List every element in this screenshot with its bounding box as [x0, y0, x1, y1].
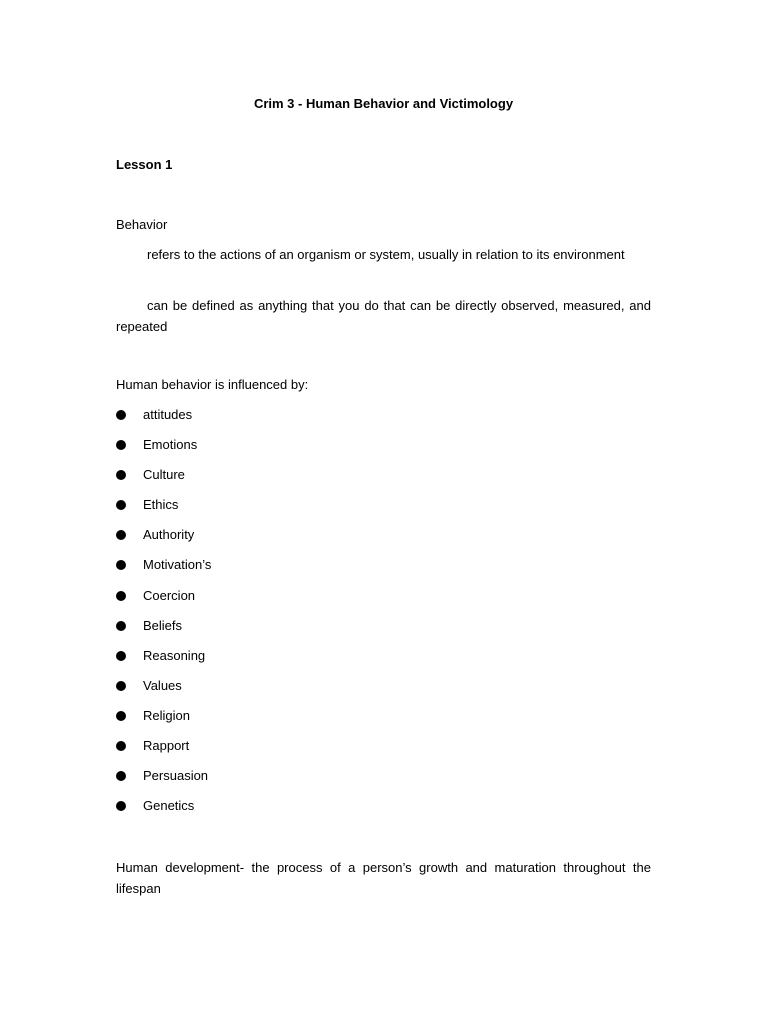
list-item-label: Religion — [143, 707, 190, 723]
behavior-definition-1: refers to the actions of an organism or system, usually in relation to its environment — [147, 247, 625, 262]
bullet-icon — [116, 470, 126, 480]
list-item-label: Culture — [143, 467, 185, 483]
bullet-icon — [116, 681, 126, 691]
list-item-label: Persuasion — [143, 768, 209, 784]
bullet-icon — [116, 651, 126, 661]
bullet-icon — [116, 530, 126, 540]
bullet-icon — [116, 440, 126, 450]
behavior-definition-2: can be defined as anything that you do that can be directly observed, measured, and repeated — [116, 298, 651, 334]
list-item-label: Motivation’s — [143, 557, 212, 573]
list-item-label: Beliefs — [143, 617, 183, 633]
bullet-icon — [116, 771, 126, 781]
list-item-label: Reasoning — [143, 647, 206, 663]
bullet-icon — [116, 500, 126, 510]
bullet-icon — [116, 801, 126, 811]
lesson-heading: Lesson 1 — [116, 157, 173, 172]
human-development-definition: Human development- the process of a person’s growth and maturation throughout the lifespan — [116, 860, 651, 896]
list-item-label: Authority — [143, 527, 195, 543]
bullet-icon — [116, 560, 126, 570]
bullet-icon — [116, 711, 126, 721]
list-item-label: Rapport — [143, 738, 190, 754]
bullet-icon — [116, 410, 126, 420]
bullet-icon — [116, 621, 126, 631]
behavior-heading: Behavior — [116, 217, 168, 232]
influence-heading: Human behavior is influenced by: — [116, 377, 309, 392]
document-title: Crim 3 - Human Behavior and Victimology — [253, 96, 514, 111]
list-item-label: Genetics — [143, 798, 195, 814]
list-item-label: Values — [143, 677, 182, 693]
bullet-icon — [116, 591, 126, 601]
list-item-label: Coercion — [143, 587, 196, 603]
list-item-label: Emotions — [143, 437, 198, 453]
list-item-label: Ethics — [143, 497, 179, 513]
list-item-label: attitudes — [143, 407, 193, 422]
bullet-icon — [116, 741, 126, 751]
